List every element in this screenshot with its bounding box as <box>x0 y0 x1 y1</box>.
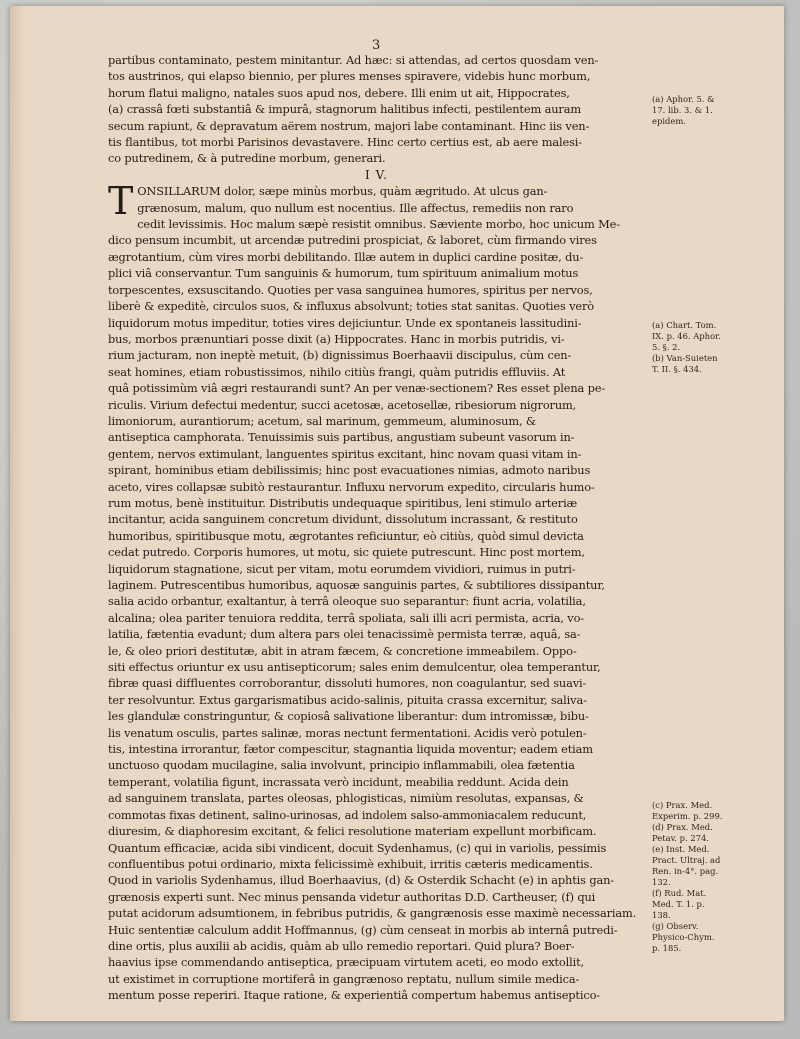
text-line: plici viâ conservantur. Tum sanguinis & humorum, tum spirituum animalium motus <box>108 266 579 281</box>
note-line: Experim. p. 299. <box>652 811 723 821</box>
text-line: Quod in variolis Sydenhamus, illud Boerhaavius, (d) & Osterdik Schacht (e) in aphtis gan- <box>108 873 614 888</box>
drop-cap: T <box>108 179 134 224</box>
text-line: partibus contaminato, pestem minitantur. Ad hæc: si attendas, ad certos quosdam ven- <box>108 53 599 67</box>
text-line: spirant, hominibus etiam debilissimis; hinc post evacuationes nimias, admoto naribus <box>108 463 591 478</box>
text-line: confluentibus potui ordinario, mixta felicissimè exhibuit, irritis cæteris medicamentis. <box>108 856 593 871</box>
text-line: tos austrinos, qui elapso biennio, per plures menses spiravere, videbis hunc morbum, <box>108 69 591 84</box>
note-line: (b) Van-Suieten <box>652 353 718 363</box>
text-line: dico pensum incumbit, ut arcendæ putredini prospiciat, & laboret, cùm firmando vires <box>108 233 597 248</box>
text-line: rium jacturam, non ineptè metuit, (b) dignissimus Boerhaavii discipulus, cùm cen- <box>108 348 572 363</box>
text-line: bus, morbos prænuntiari posse dixit (a) Hippocrates. Hanc in morbis putridis, vi- <box>108 331 565 346</box>
text-line: horum flatui maligno, natales suos apud nos, debere. Illi enim ut ait, Hippocrates, <box>108 85 570 100</box>
text-line: ut existimet in corruptione mortiferâ in gangrænoso reptatu, nullum simile medica- <box>108 971 580 986</box>
note-line: 5. §. 2. <box>652 342 681 352</box>
text-line: commotas fixas detinent, salino-urinosas, ad indolem salso-ammoniacalem reducunt, <box>108 807 587 822</box>
text-line: liquidorum motus impeditur, toties vires dejiciuntur. Unde ex spontaneis lassitudini- <box>108 315 582 330</box>
text-line: (a) crassâ fœti substantiâ & impurâ, stagnorum halitibus infecti, pestilentem auram <box>108 102 581 117</box>
text-line: Quantum efficaciæ, acida sibi vindicent, docuit Sydenhamus, (c) qui in variolis, pessimis <box>108 840 607 855</box>
text-line: gentem, nervos extimulant, languentes spiritus excitant, hinc novam quasi vitam in- <box>108 446 582 461</box>
text-line: Huic sententiæ calculum addit Hoffmannus, (g) cùm censeat in morbis ab internâ putredi- <box>108 922 618 937</box>
text-line: ad sanguinem translata, partes oleosas, phlogisticas, nimiùm resolutas, expansas, & <box>108 791 584 806</box>
page-number: 3 <box>372 38 381 53</box>
note-line: Physico-Chym. <box>652 932 715 942</box>
text-line: grænosum, malum, quo nullum est nocentius. Ille affectus, remediis non raro <box>137 200 574 215</box>
note-line: (f) Rud. Mat. <box>652 888 707 898</box>
text-line: haavius ipse commendando antiseptica, præcipuam virtutem aceti, eo modo extollit, <box>108 955 584 970</box>
text-line: dine ortis, plus auxilii ab acidis, quàm ab ullo remedio reportari. Quid plura? Boer- <box>108 938 575 953</box>
text-line: siti effectus oriuntur ex usu antisepticorum; sales enim demulcentur, olea temperantur, <box>108 660 601 675</box>
note-line: (d) Prax. Med. <box>652 822 713 832</box>
note-line: (e) Inst. Med. <box>652 844 710 854</box>
text-line: ONSILLARUM dolor, sæpe minùs morbus, quàm ægritudo. At ulcus gan- <box>137 184 548 199</box>
text-line: diuresim, & diaphoresim excitant, & felici resolutione materiam expellunt morbificam. <box>108 824 597 839</box>
text-line: laginem. Putrescentibus humoribus, aquosæ sanguinis partes, & subtiliores dissipantur, <box>108 578 605 592</box>
note-line: epidem. <box>652 116 686 126</box>
note-line: T. II. §. 434. <box>652 364 702 374</box>
text-line: cedat putredo. Corporis humores, ut motu, sic quiete putrescunt. Hinc post mortem, <box>108 545 585 560</box>
section-heading: I V. <box>365 167 388 182</box>
text-line: les glandulæ constringuntur, & copiosâ salivatione liberantur: dum intromissæ, bibu- <box>108 709 589 724</box>
text-line: co putredinem, & à putredine morbum, generari. <box>108 151 386 166</box>
note-line: 17. lib. 3. & 1. <box>652 105 713 115</box>
note-line: 132. <box>652 877 671 887</box>
text-line: liquidorum stagnatione, sicut per vitam, motu eorumdem vividiori, ruimus in putri- <box>108 561 576 576</box>
text-line: aceto, vires collapsæ subitò restaurantur. Influxu nervorum expedito, circularis humo- <box>108 479 595 494</box>
text-line: le, & oleo priori destitutæ, abit in atram fæcem, & concretione immeabilem. Oppo- <box>108 643 577 658</box>
marginal-note-group-1 <box>652 94 762 127</box>
note-line: Med. T. 1. p. <box>652 899 705 909</box>
paragraph-2 <box>108 179 645 1003</box>
text-line: cedit levissimis. Hoc malum sæpè resistit omnibus. Sæviente morbo, hoc unicum Me- <box>137 217 620 232</box>
text-line: limoniorum, aurantiorum; acetum, sal marinum, gemmeum, aluminosum, & <box>108 413 536 428</box>
text-line: seat homines, etiam robustissimos, nihilo citiùs frangi, quàm putridis effluviis. At <box>108 364 566 379</box>
marginal-note-group-3 <box>652 800 762 954</box>
text-line: ter resolvuntur. Extus gargarismatibus acido-salinis, pituita crassa excernitur, saliva- <box>108 692 587 707</box>
note-line: IX. p. 46. Aphor. <box>652 331 721 341</box>
text-line: salia acido orbantur, exaltantur, à terrâ oleoque suo separantur: fiunt acria, volatilia, <box>108 594 586 609</box>
text-line: alcalina; olea pariter tenuiora reddita, terrâ spoliata, sali illi acri permista, acria, vo- <box>108 610 584 625</box>
text-line: ægrotantium, cùm vires morbi debilitando. Illæ autem in duplici cardine positæ, du- <box>108 249 584 264</box>
note-line: Petav. p. 274. <box>652 833 709 843</box>
text-line: temperant, volatilia figunt, incrassata verò incidunt, meabilia reddunt. Acida dein <box>108 774 569 789</box>
text-line: humoribus, spiritibusque motu, ægrotantes reficiuntur, eò citiùs, quòd simul devicta <box>108 528 584 543</box>
text-line: grænosis experti sunt. Nec minus pensanda videtur authoritas D.D. Cartheuser, (f) qui <box>108 889 596 904</box>
note-line: (a) Aphor. 5. & <box>652 94 715 104</box>
paragraph-1 <box>108 52 645 167</box>
note-line: (g) Observ. <box>652 921 699 931</box>
text-line: torpescentes, exsuscitando. Quoties per vasa sanguinea humores, spiritus per nervos, <box>108 282 593 297</box>
note-line: 138. <box>652 910 671 920</box>
text-line: lis venatum osculis, partes salinæ, moras nectunt fermentationi. Acidis verò potulen- <box>108 725 587 740</box>
marginal-note-group-2 <box>652 320 762 375</box>
text-line: putat acidorum adsumtionem, in febribus putridis, & gangrænosis esse maximè necessariam. <box>108 906 637 921</box>
text-line: latilia, fætentia evadunt; dum altera pars olei tenacissimè permista terræ, aquâ, sa- <box>108 627 581 642</box>
main-text <box>108 52 645 1004</box>
text-line: secum rapiunt, & depravatum aërem nostrum, majori labe contaminant. Hinc iis ven- <box>108 118 590 133</box>
note-line: Pract. Ultraj. ad <box>652 855 721 865</box>
text-line: tis flantibus, tot morbi Parisinos devastavere. Hinc certo certius est, ab aere malesi- <box>108 135 582 150</box>
text-line: incitantur, acida sanguinem concretum dividunt, dissolutum incrassant, & restituto <box>108 512 578 527</box>
text-line: tis, intestina irrorantur, fætor compescitur, stagnantia liquida moventur; eadem etiam <box>108 742 593 757</box>
text-line: antiseptica camphorata. Tenuissimis suis partibus, angustiam subeunt vasorum in- <box>108 430 575 445</box>
page-gutter <box>10 6 24 1021</box>
text-line: fibræ quasi diffluentes corroborantur, dissoluti humores, non coagulantur, sed suavi- <box>108 676 587 691</box>
text-line: rum motus, benè instituitur. Distributis undequaque spiritibus, leni stimulo arteriæ <box>108 495 578 510</box>
note-line: Ren. in-4°. pag. <box>652 866 719 876</box>
text-line: mentum posse reperiri. Itaque ratione, & experientiâ compertum habemus antiseptico- <box>108 988 600 1003</box>
note-line: (a) Chart. Tom. <box>652 320 717 330</box>
text-line: unctuoso quodam mucilagine, salia involvunt, principio inflammabili, olea fætentia <box>108 758 575 773</box>
text-line: riculis. Virium defectui medentur, succi acetosæ, acetosellæ, ribesiorum nigrorum, <box>108 397 577 412</box>
text-line: liberè & expeditè, circulos suos, & influxus absolvunt; toties stat sanitas. Quoties verò <box>108 299 595 314</box>
note-line: (c) Prax. Med. <box>652 800 713 810</box>
note-line: p. 185. <box>652 943 682 953</box>
text-line: quâ potissimùm viâ ægri restaurandi sunt? An per venæ-sectionem? Res esset plena pe- <box>108 381 606 396</box>
